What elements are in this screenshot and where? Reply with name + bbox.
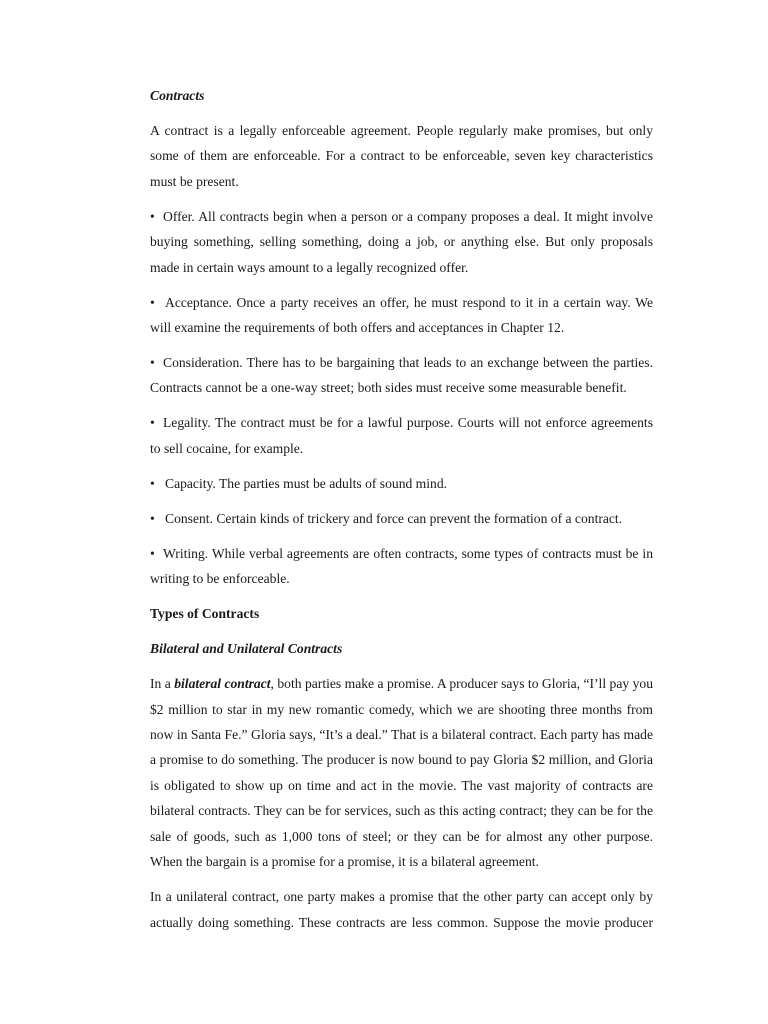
bullet-text: Consent. Certain kinds of trickery and force can prevent the formation of a contract. (165, 510, 623, 526)
bullet-text: Writing. While verbal agreements are often contracts, some types of contracts must be in writing to be enforceable. (150, 545, 653, 587)
bullet-acceptance (150, 290, 653, 341)
bilateral-paragraph (150, 671, 653, 874)
bullet-legality (150, 410, 653, 461)
bullet-writing (150, 541, 653, 592)
document-page (150, 83, 653, 945)
bilateral-body: , both parties make a promise. A producer says to Gloria, “I’ll pay you $2 million to star in my new romantic comedy, which we are shooting three months from now in Santa Fe.” Gloria says, “It’s a deal.” That is a bilateral contract. Each party has made a promise to do something. The producer is now bound to pay Gloria $2 million, and Gloria is obligated to show up on time and act in the movie. The vast majority of contracts are bilateral contracts. They can be for services, such as this acting contract; they can be for the sale of goods, such as 1,000 tons of steel; or they can be for almost any other purpose. When the bargain is a promise for a promise, it is a bilateral agreement. (150, 676, 653, 870)
intro-paragraph: A contract is a legally enforceable agreement. People regularly make promises, but only some of them are enforceable. For a contract to be enforceable, seven key characteristics must be present. (150, 123, 653, 189)
bullet-consideration (150, 350, 653, 401)
bullet-marker: • (150, 415, 155, 431)
bullet-capacity (150, 471, 653, 496)
bullet-marker: • (150, 545, 155, 561)
section-heading: Types of Contracts (150, 606, 260, 622)
bullet-text: Consideration. There has to be bargaining that leads to an exchange between the parties. Contracts cannot be a one-way street; both sides must receive some measurable benefit. (150, 355, 653, 396)
document-title: Contracts (150, 88, 205, 103)
bullet-marker: • (150, 510, 155, 526)
bilateral-lead: In a (150, 676, 175, 692)
bullet-offer (150, 204, 653, 280)
bullet-text: Offer. All contracts begin when a person or a company proposes a deal. It might involve buying something, selling something, doing a job, or anything else. But only proposals made in certain ways amount to a legally recognized offer. (150, 208, 653, 275)
bullet-text: Acceptance. Once a party receives an offer, he must respond to it in a certain way. We will examine the requirements of both offers and acceptances in Chapter 12. (150, 294, 653, 336)
unilateral-paragraph: In a unilateral contract, one party makes a promise that the other party can accept only by actually doing something. These contracts are less common. Suppose the movie producer (150, 889, 653, 930)
bullet-consent (150, 506, 653, 531)
subsection-heading: Bilateral and Unilateral Contracts (150, 641, 343, 657)
bullet-text: Legality. The contract must be for a lawful purpose. Courts will not enforce agreements to sell cocaine, for example. (150, 415, 653, 456)
bullet-text: Capacity. The parties must be adults of sound mind. (165, 475, 448, 491)
bullet-marker: • (150, 355, 155, 371)
bullet-marker: • (150, 475, 155, 491)
bullet-marker: • (150, 208, 155, 224)
bullet-marker: • (150, 294, 155, 310)
bilateral-term: bilateral contract (174, 676, 271, 692)
